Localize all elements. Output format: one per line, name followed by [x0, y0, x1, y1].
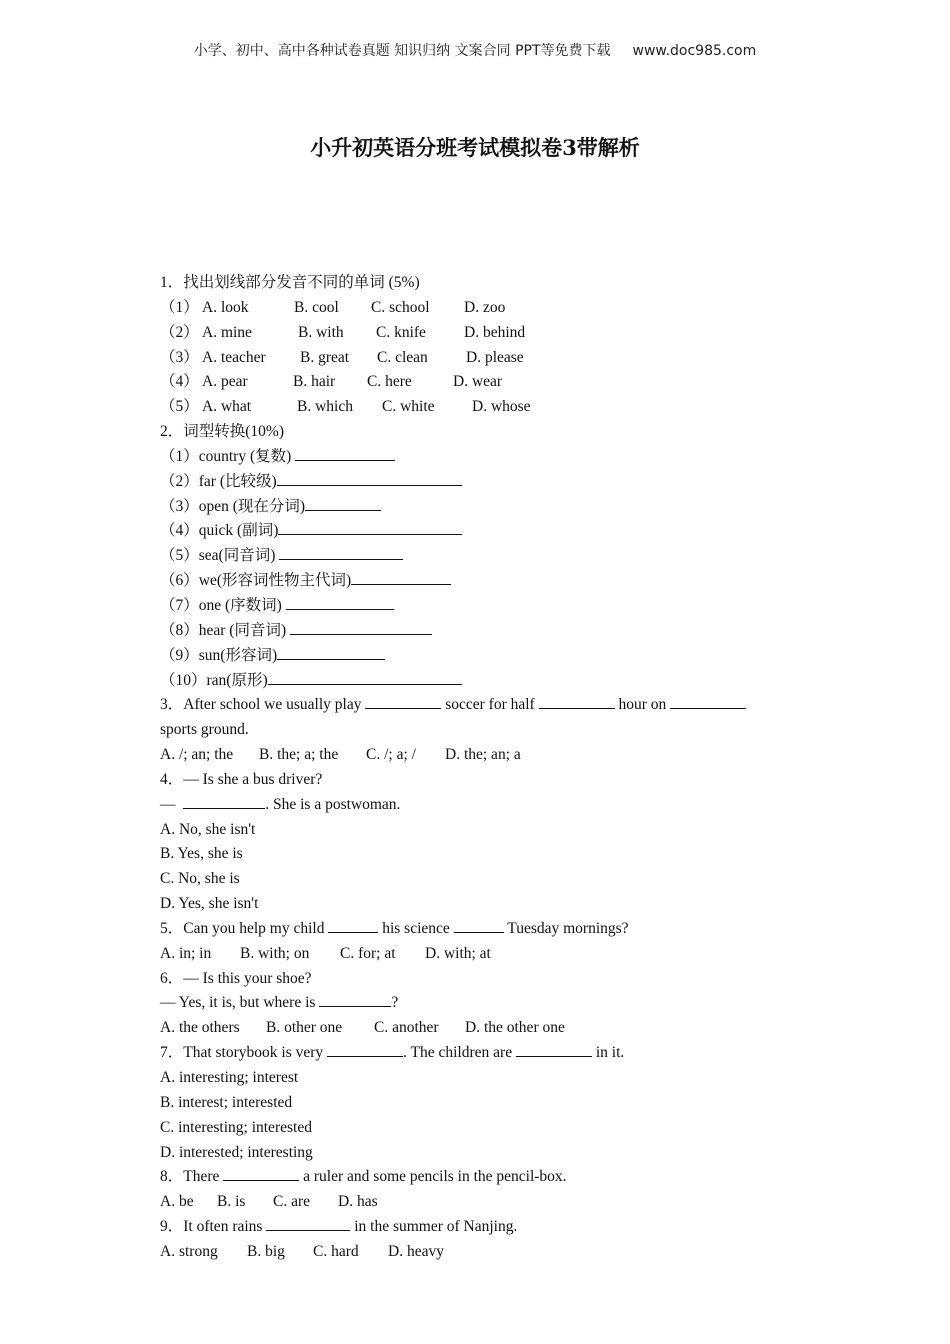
- q2-item-9: （9）sun(形容词): [160, 644, 800, 669]
- answer-blank[interactable]: [328, 918, 378, 933]
- option[interactable]: D. the other one: [465, 1019, 565, 1037]
- q3-stem-cont: sports ground.: [160, 721, 249, 739]
- option[interactable]: D. Yes, she isn't: [160, 895, 259, 913]
- q4-stem: 4．— Is she a bus driver?: [160, 770, 323, 788]
- option[interactable]: C. /; a; /: [366, 746, 416, 764]
- q9-options: [160, 1240, 800, 1265]
- answer-blank[interactable]: [279, 545, 403, 560]
- answer-blank[interactable]: [278, 520, 462, 535]
- answer-blank[interactable]: [539, 694, 615, 709]
- option[interactable]: C. interesting; interested: [160, 1118, 312, 1136]
- option[interactable]: B. the; a; the: [259, 746, 339, 764]
- q9-stem: 9．It often rains in the summer of Nanjing.: [160, 1218, 518, 1236]
- option[interactable]: C. are: [273, 1193, 311, 1211]
- option[interactable]: C. No, she is: [160, 870, 240, 888]
- q1-item-1: （1） A. look B. cool C. school D. zoo: [160, 298, 506, 316]
- option[interactable]: A. be: [160, 1193, 194, 1211]
- answer-blank[interactable]: [351, 570, 451, 585]
- answer-blank[interactable]: [305, 496, 381, 511]
- option[interactable]: D. with; at: [425, 944, 491, 962]
- answer-blank[interactable]: [290, 620, 432, 635]
- option[interactable]: B. Yes, she is: [160, 845, 243, 863]
- q2-item-10: （10）ran(原形): [160, 669, 800, 694]
- q8-stem: 8．There a ruler and some pencils in the pencil-box.: [160, 1168, 567, 1186]
- answer-blank[interactable]: [223, 1166, 299, 1181]
- answer-blank[interactable]: [295, 446, 395, 461]
- option[interactable]: C. for; at: [340, 944, 396, 962]
- q2-item-8: （8）hear (同音词): [160, 619, 800, 644]
- option[interactable]: A. strong: [160, 1242, 218, 1260]
- q3-options: [160, 743, 800, 768]
- answer-blank[interactable]: [286, 595, 394, 610]
- option[interactable]: B. big: [247, 1242, 285, 1260]
- option[interactable]: D. the; an; a: [445, 746, 521, 764]
- q2-item-5: （5）sea(同音词): [160, 544, 800, 569]
- q2-stem: 2．词型转换(10%): [160, 423, 284, 441]
- q6-options: [160, 1016, 800, 1041]
- q2-item-4: （4）quick (副词): [160, 519, 800, 544]
- answer-blank[interactable]: [516, 1042, 592, 1057]
- q4-answer-line: — . She is a postwoman.: [160, 795, 401, 813]
- q1-item-2: （2） A. mine B. with C. knife D. behind: [160, 323, 526, 341]
- option[interactable]: D. has: [338, 1193, 378, 1211]
- q6-answer-line: — Yes, it is, but where is ?: [160, 994, 399, 1012]
- exam-content: [160, 271, 800, 1265]
- page-header: [0, 40, 950, 60]
- q2-item-1: （1）country (复数): [160, 445, 800, 470]
- q1-item-3: （3） A. teacher B. great C. clean D. please: [160, 348, 524, 366]
- answer-blank[interactable]: [183, 794, 265, 809]
- answer-blank[interactable]: [277, 645, 385, 660]
- answer-blank[interactable]: [327, 1042, 403, 1057]
- q2-item-3: （3）open (现在分词): [160, 495, 800, 520]
- option[interactable]: C. hard: [313, 1242, 359, 1260]
- answer-blank[interactable]: [319, 992, 391, 1007]
- page-title: 小升初英语分班考试模拟卷3带解析: [310, 135, 640, 160]
- q1-item-5: （5） A. what B. which C. white D. whose: [160, 398, 531, 416]
- q3-stem: 3．After school we usually play soccer for half hour on: [160, 693, 800, 718]
- q7-stem: 7．That storybook is very . The children are in it.: [160, 1044, 625, 1062]
- header-left-text: 小学、初中、高中各种试卷真题 知识归纳 文案合同 PPT等免费下载: [193, 43, 611, 59]
- option[interactable]: A. the others: [160, 1019, 240, 1037]
- option[interactable]: A. in; in: [160, 944, 212, 962]
- option[interactable]: C. another: [374, 1019, 439, 1037]
- q1-stem: 1．找出划线部分发音不同的单词 (5%): [160, 274, 420, 291]
- q8-options: [160, 1190, 800, 1215]
- option[interactable]: A. /; an; the: [160, 746, 234, 764]
- option[interactable]: B. with; on: [240, 944, 310, 962]
- q6-stem: 6．— Is this your shoe?: [160, 969, 312, 987]
- option[interactable]: D. interested; interesting: [160, 1143, 313, 1161]
- answer-blank[interactable]: [277, 471, 462, 486]
- answer-blank[interactable]: [266, 1216, 350, 1231]
- option[interactable]: B. other one: [266, 1019, 343, 1037]
- option[interactable]: B. is: [217, 1193, 246, 1211]
- q2-item-6: （6）we(形容词性物主代词): [160, 569, 800, 594]
- answer-blank[interactable]: [365, 694, 441, 709]
- q5-options: [160, 942, 800, 967]
- answer-blank[interactable]: [268, 670, 462, 685]
- option[interactable]: A. No, she isn't: [160, 820, 256, 838]
- option[interactable]: D. heavy: [388, 1242, 444, 1260]
- answer-blank[interactable]: [670, 694, 746, 709]
- q5-stem: 5．Can you help my child his science Tuesday mornings?: [160, 919, 629, 937]
- option[interactable]: A. interesting; interest: [160, 1069, 299, 1086]
- option[interactable]: B. interest; interested: [160, 1093, 293, 1111]
- answer-blank[interactable]: [454, 918, 504, 933]
- q2-item-7: （7）one (序数词): [160, 594, 800, 619]
- q2-item-2: （2）far (比较级): [160, 470, 800, 495]
- q1-item-4: （4） A. pear B. hair C. here D. wear: [160, 373, 503, 391]
- header-website: www.doc985.com: [632, 43, 757, 59]
